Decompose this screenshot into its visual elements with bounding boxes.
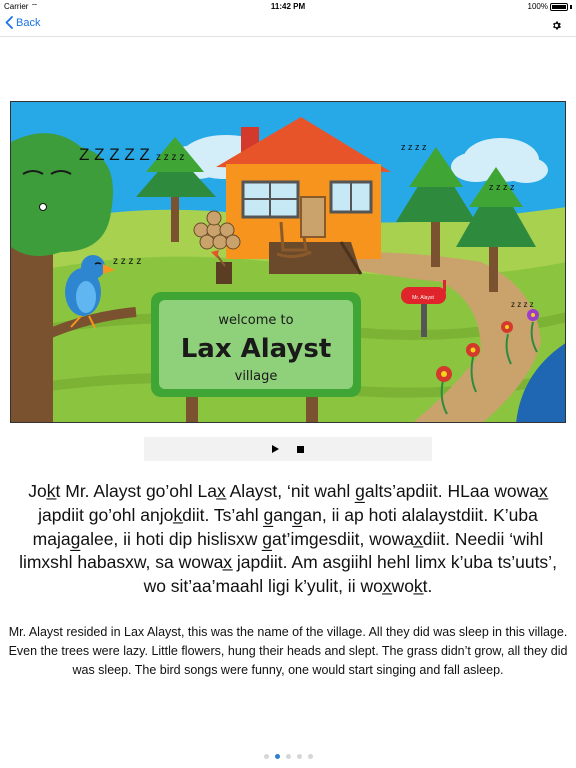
battery-percent: 100% (527, 2, 548, 11)
gear-icon (551, 20, 562, 31)
page-dot[interactable] (286, 754, 291, 759)
back-label: Back (16, 16, 41, 29)
zzz-flowers: z z z z (511, 300, 534, 309)
zzz-pine-right-2: z z z z (489, 182, 515, 192)
page-dot[interactable] (275, 754, 280, 759)
stop-button[interactable] (297, 446, 304, 453)
chevron-left-icon (5, 16, 13, 29)
story-english-text: Mr. Alayst resided in Lax Alayst, this was the name of the village. All they did was sleep in this village. Even the trees were lazy. Little flowers, hung their heads and slept. The grass didn’t grow, all they did was sleep. The bird songs were funny, one would start singing and fall asleep. (8, 625, 568, 677)
page-indicator[interactable] (0, 754, 576, 759)
zzz-bird: z z z z (113, 256, 142, 267)
battery-tip (570, 5, 572, 9)
sign-title: Lax Alayst (180, 334, 332, 364)
zzz-pine-left: z z z z (156, 152, 185, 163)
zzz-tree: Z Z Z Z Z (79, 145, 150, 164)
status-time: 11:42 PM (270, 2, 306, 11)
page-dot[interactable] (297, 754, 302, 759)
village-scene (11, 102, 566, 423)
navigation-bar (0, 13, 576, 37)
sign-line-3: village (234, 369, 278, 384)
battery-indicator (528, 2, 572, 11)
story-native-text: Jok̲t Mr. Alayst go’ohl Lax̲ Alayst, ‘nit wahl g̲alts’apdiit. HLaa wowax̲ japdiit go’ohl anjok̲diit. Ts’ahl g̲ang̲an, ii ap hoti alalaystdiit. K’uba majag̲alee, ii hoti dip hislisxw g̲at’imgesdiit, wowax̲diit. Needii ‘wihl limxshl habasxw, sa wowax̲ japdiit. Am asgiihl hehl limx k’uba ts’uuts’, wo sit’aa’maahl ligi k’yulit, ii wox̲wok̲t. (19, 481, 557, 597)
zzz-pine-right: z z z z (401, 142, 427, 152)
battery-icon (550, 3, 568, 11)
status-bar (0, 0, 576, 13)
sign-line-1: welcome to (218, 313, 294, 328)
page-dot[interactable] (264, 754, 269, 759)
page-dot[interactable] (308, 754, 313, 759)
play-button[interactable] (272, 445, 279, 453)
audio-player (144, 437, 432, 461)
story-illustration (10, 101, 566, 423)
back-button[interactable] (5, 16, 40, 29)
mailbox-label: Mr. Alayst (412, 295, 434, 301)
carrier-text: Carrier (4, 2, 29, 11)
tree-knot (40, 204, 47, 211)
settings-button[interactable] (551, 18, 562, 36)
wifi-icon: ⌔ (30, 2, 39, 11)
